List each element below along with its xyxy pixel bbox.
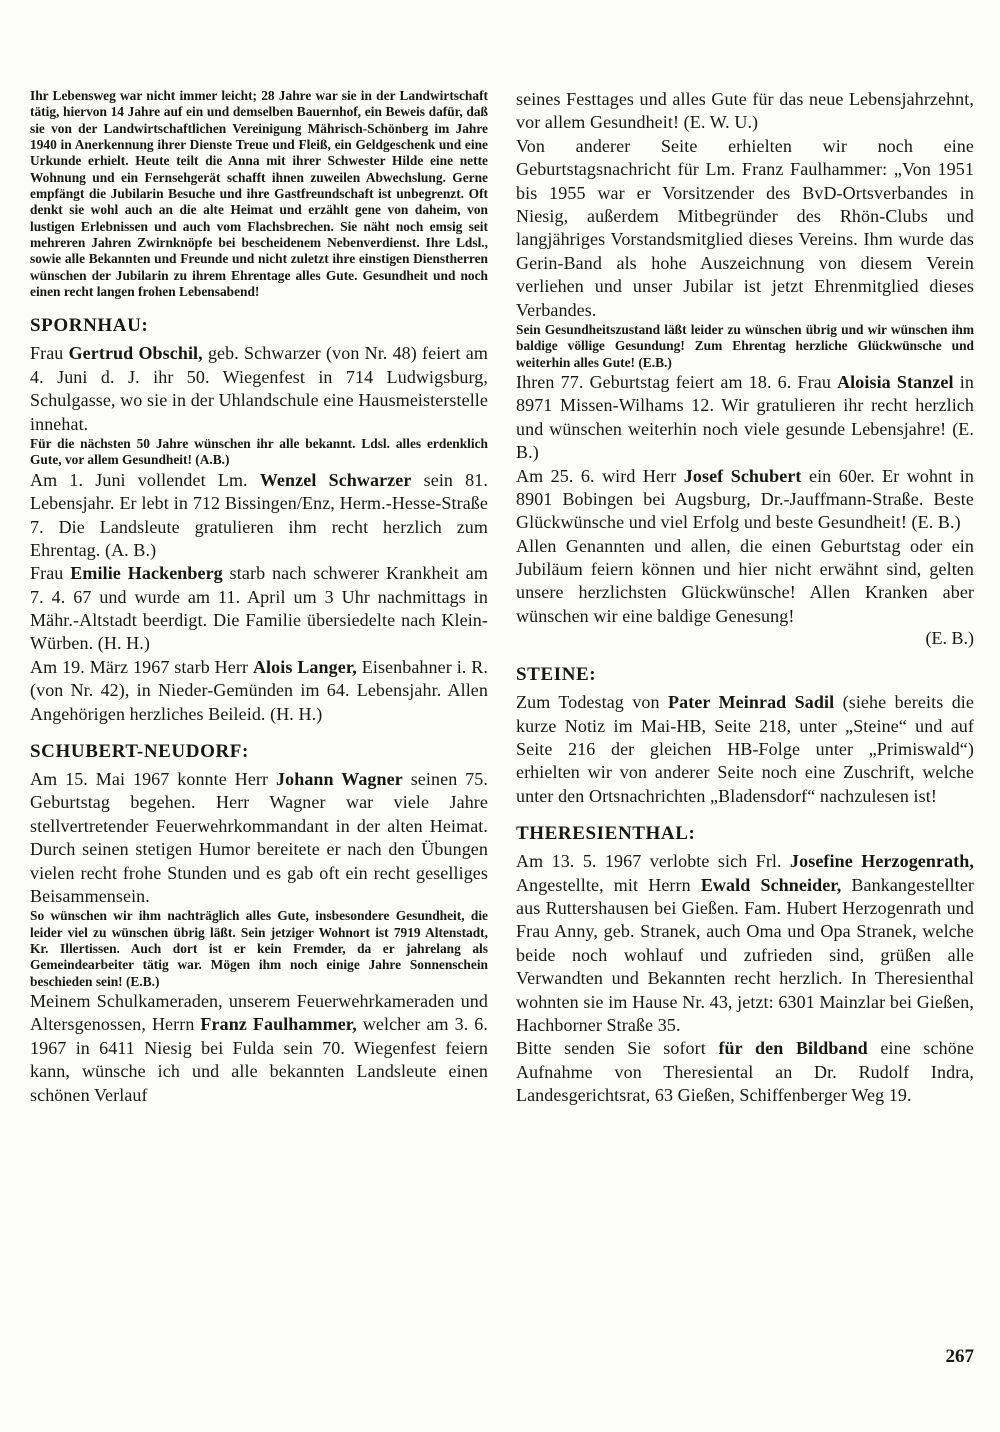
text-segment: Ihr Lebensweg war nicht immer leicht; 28 Jahre war sie in der Landwirtschaft tätig, hiervon 14 Jahre auf ein und demselben Bauernhof, ein Beweis dafür, daß sie von der Landwirtschaftlichen Vereinigung Mährisch-Schönberg im Jahre 1940 in Anerkennung ihrer Dienste Treue und Fleiß, ein Geldgeschenk und eine Urkunde erhielt. Heute teilt die Anna mit ihrer Schwester Hilde eine nette Wohnung und ein Fernsehgerät schafft ihnen zuweilen Abwechslung. Gerne empfängt die Jubilarin Besuche und ihre Gastfreundschaft ist unbegrenzt. Oft denkt sie wohl auch an die alte Heimat und erzählt gene von daheim, von lustigen Erlebnissen und auch vom Flachsbrechen. Sie näht noch emsig seit mehreren Jahren Zwirnknöpfe bei bescheidenem Nebenverdienst. Ihre Ldsl., sowie alle Bekannten und Freunde und nicht zuletzt ihre einstigen Dienstherren wünschen der Jubilarin zu ihrem Ehrentage alles Gute. Gesundheit und noch einen recht langen frohen Lebensabend! <box>30 88 488 300</box>
text-segment: Bitte senden Sie sofort <box>516 1038 719 1059</box>
paragraph <box>30 342 488 436</box>
small-print-paragraph <box>30 436 488 469</box>
bold-name-text: für den Bildband <box>718 1038 868 1059</box>
text-segment: Frau <box>30 343 69 364</box>
text-segment: (E. B.) <box>925 628 974 649</box>
bold-name-text: Ewald Schneider, <box>700 874 842 895</box>
signature-initials <box>516 628 974 649</box>
text-segment: Bankangestellter aus Ruttershausen bei Gießen. Fam. Hubert Herzogenrath und Frau Anny, geb. Stranek, auch Oma und Opa Stranek, welche beide noch wohlauf und zufrieden sind, grüßen alle Verwandten und Bekannten recht herzlich. In Theresienthal wohnten sie im Hause Nr. 43, jetzt: 6301 Mainzlar bei Gießen, Hachborner Straße 35. <box>516 874 975 1035</box>
text-segment: SPORNHAU: <box>30 315 149 337</box>
page-number: 267 <box>945 1346 974 1367</box>
bold-name-text: Pater Meinrad Sadil <box>668 692 835 713</box>
text-segment: welcher am 3. 6. 1967 in 6411 Niesig bei Fulda sein 70. Wiegenfest feiern kann, wünsche ich und alle bekannten Landsleute einen schönen Verlauf <box>30 1014 488 1105</box>
paragraph <box>516 465 974 535</box>
text-segment: sein 81. Lebensjahr. Er lebt in 712 Bissingen/Enz, Herm.-Hesse-Straße 7. Die Landsleute gratulieren ihm recht herzlich zum Ehrentag. (A. B.) <box>30 469 488 560</box>
paragraph <box>30 469 488 563</box>
paragraph <box>30 990 488 1107</box>
section-heading <box>516 823 974 845</box>
paragraph <box>30 656 488 726</box>
text-segment: So wünschen wir ihm nachträglich alles Gute, insbesondere Gesundheit, die leider viel zu wünschen übrig läßt. Sein jetziger Wohnort ist 7919 Altenstadt, Kr. Illertissen. Auch dort ist er kein Fremder, da er jahrelang als Gemeindearbeiter tätig war. Mögen ihm noch einige Jahre Sonnenschein beschieden sein! (E.B.) <box>30 908 488 989</box>
paragraph <box>30 768 488 908</box>
two-column-layout <box>30 88 974 1107</box>
text-segment: Am 19. März 1967 starb Herr <box>30 656 253 677</box>
bold-name-text: Emilie Hackenberg <box>70 563 223 584</box>
text-segment: seines Festtages und alles Gute für das neue Lebensjahrzehnt, vor allem Gesundheit! (E. W. U.) <box>516 89 974 133</box>
text-segment: STEINE: <box>516 664 597 686</box>
text-segment: Von anderer Seite erhielten wir noch eine Geburtstagsnachricht für Lm. Franz Faulhammer: „Von 1951 bis 1955 war er Vorsitzender des BvD-Ortsverbandes in Niesig, außerdem Mitbegründer des Rhön-Clubs und langjähriges Vorstandsmitglied dieses Vereins. Ihm wurde das Gerin-Band als hohe Auszeichnung von diesem Verein verliehen und unser Jubilar ist jetzt Ehrenmitglied dieses Verbandes. <box>516 135 974 320</box>
bold-name-text: Josefine Herzogenrath, <box>790 851 974 872</box>
text-segment: Ihren 77. Geburtstag feiert am 18. 6. Frau <box>516 371 838 392</box>
text-segment: (siehe bereits die kurze Notiz im Mai-HB, Seite 218, unter „Steine“ und auf Seite 216 der gleichen HB-Folge unter „Primiswald“) erhielten wir von anderer Seite noch eine Zuschrift, welche unter den Ortsnachrichten „Bladensdorf“ nachzulesen ist! <box>516 692 974 806</box>
text-segment: Eisenbahner i. R. (von Nr. 42), in Nieder-Gemünden im 64. Lebensjahr. Allen Angehörigen herzliches Beileid. (H. H.) <box>30 656 488 724</box>
bold-name-text: Alois Langer, <box>252 656 357 677</box>
paragraph <box>516 371 974 465</box>
text-segment: Allen Genannten und allen, die einen Geburtstag oder ein Jubiläum feiern können und hier nicht erwähnt sind, gelten unsere herzlichsten Glückwünsche! Allen Kranken aber wünschen wir eine baldige Genesung! <box>516 535 974 626</box>
text-segment: Am 13. 5. 1967 verlobte sich Frl. <box>516 851 791 872</box>
text-segment: in 8971 Missen-Wilhams 12. Wir gratulieren ihr recht herzlich und wünschen weiterhin noch viele gesunde Lebensjahre! (E. B.) <box>516 371 974 463</box>
bold-name-text: Wenzel Schwarzer <box>259 469 412 490</box>
section-heading <box>30 741 488 763</box>
text-segment: Angestellte, mit Herrn <box>516 874 701 895</box>
paragraph <box>30 562 488 656</box>
text-segment: geb. Schwarzer (von Nr. 48) feiert am 4. Juni d. J. ihr 50. Wiegenfest in 714 Ludwigsburg, Schulgasse, wo sie in der Uhlandschule eine Hausmeisterstelle innehat. <box>30 343 488 434</box>
bold-name-text: Gertrud Obschil, <box>68 343 203 364</box>
right-column <box>516 88 974 1107</box>
section-heading <box>516 664 974 686</box>
text-segment: ein 60er. Er wohnt in 8901 Bobingen bei Augsburg, Dr.-Jauffmann-Straße. Beste Glückwünsche und viel Erfolg und beste Gesundheit! (E. B.) <box>516 465 974 533</box>
text-segment: eine schöne Aufnahme von Theresiental an Dr. Rudolf Indra, Landesgerichtsrat, 63 Gießen, Schiffenberger Weg 19. <box>516 1038 974 1106</box>
text-segment: starb nach schwerer Krankheit am 7. 4. 67 und wurde am 11. April um 3 Uhr nachmittags in Mähr.-Altstadt beerdigt. Die Familie übersiedelte nach Klein-Würben. (H. H.) <box>30 563 488 654</box>
bold-name-text: Josef Schubert <box>683 465 802 486</box>
paragraph <box>516 691 974 808</box>
text-segment: Sein Gesundheitszustand läßt leider zu wünschen übrig und wir wünschen ihm baldige völlige Gesundung! Zum Ehrentag herzliche Glückwünsche und weiterhin alles Gute! (E.B.) <box>516 321 974 370</box>
paragraph <box>516 1037 974 1107</box>
text-segment: Zum Todestag von <box>516 692 669 713</box>
small-print-paragraph <box>516 322 974 371</box>
text-segment: Frau <box>30 563 71 584</box>
text-segment: Meinem Schulkameraden, unserem Feuerwehrkameraden und Altersgenossen, Herrn <box>30 991 488 1035</box>
paragraph <box>516 535 974 629</box>
paragraph <box>516 850 974 1037</box>
text-segment: Am 15. Mai 1967 konnte Herr <box>30 769 277 790</box>
text-segment: THERESIENTHAL: <box>516 823 696 845</box>
text-segment: Am 1. Juni vollendet Lm. <box>30 469 260 490</box>
paragraph <box>516 135 974 322</box>
small-print-paragraph <box>30 88 488 300</box>
text-segment: SCHUBERT-NEUDORF: <box>30 741 249 763</box>
paragraph <box>516 88 974 135</box>
section-heading <box>30 315 488 337</box>
left-column <box>30 88 488 1107</box>
text-segment: Für die nächsten 50 Jahre wünschen ihr alle bekannt. Ldsl. alles erdenklich Gute, vor allem Gesundheit! (A.B.) <box>30 436 488 468</box>
bold-name-text: Franz Faulhammer, <box>200 1014 357 1035</box>
text-segment: seinen 75. Geburtstag begehen. Herr Wagner war viele Jahre stellvertretender Feuerwehrkommandant in der alten Heimat. Durch seinen stetigen Humor bereitete er nach den Übungen vielen recht frohe Stunden und es gab oft ein recht geselliges Beisammensein. <box>30 769 488 906</box>
text-segment: Am 25. 6. wird Herr <box>516 465 684 486</box>
bold-name-text: Aloisia Stanzel <box>837 371 954 392</box>
bold-name-text: Johann Wagner <box>276 769 403 790</box>
small-print-paragraph <box>30 908 488 990</box>
